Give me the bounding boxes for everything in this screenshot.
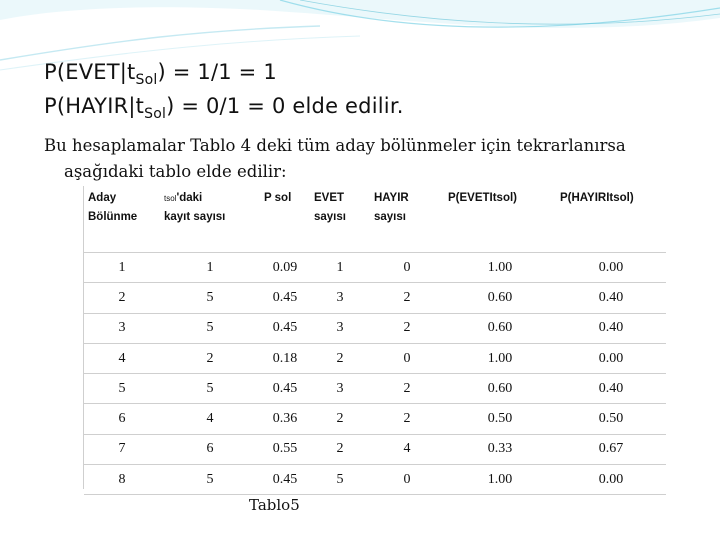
header-p-sol: P sol bbox=[264, 192, 292, 204]
table-cell: 2 bbox=[310, 343, 370, 373]
table-cell: 0.40 bbox=[556, 283, 666, 313]
table-cell: 2 bbox=[160, 343, 260, 373]
table-cell: 0.33 bbox=[444, 434, 556, 464]
line2-suffix: ) = 0/1 = 0 elde edilir. bbox=[166, 94, 404, 118]
table-cell: 2 bbox=[310, 434, 370, 464]
table-cell: 1 bbox=[160, 253, 260, 283]
table-cell: 5 bbox=[84, 374, 160, 404]
header-p-evet: P(EVETItsol) bbox=[448, 192, 518, 204]
table-cell: 0.00 bbox=[556, 465, 666, 495]
table-cell: 4 bbox=[160, 404, 260, 434]
table-cell: 0.50 bbox=[444, 404, 556, 434]
table-cell: 5 bbox=[160, 313, 260, 343]
table-cell: 0 bbox=[370, 253, 444, 283]
table-row bbox=[84, 404, 666, 434]
table-cell: 0.60 bbox=[444, 374, 556, 404]
line2-prefix: P(HAYIR|t bbox=[44, 94, 145, 118]
table-cell: 3 bbox=[310, 313, 370, 343]
table-row bbox=[84, 465, 666, 495]
table-cell: 0.45 bbox=[260, 313, 310, 343]
table-cell: 0.18 bbox=[260, 343, 310, 373]
table-cell: 2 bbox=[370, 374, 444, 404]
table-cell: 0.60 bbox=[444, 283, 556, 313]
table-row bbox=[84, 313, 666, 343]
table-cell: 1.00 bbox=[444, 343, 556, 373]
table-row bbox=[84, 343, 666, 373]
table-cell: 0 bbox=[370, 465, 444, 495]
header-aday-bolunme: Aday Bölünme bbox=[88, 192, 138, 223]
table-cell: 8 bbox=[84, 465, 160, 495]
table-cell: 0.50 bbox=[556, 404, 666, 434]
table-cell: 2 bbox=[370, 404, 444, 434]
table-cell: 0.67 bbox=[556, 434, 666, 464]
table-cell: 1 bbox=[310, 253, 370, 283]
line2-subscript: Sol bbox=[144, 106, 167, 122]
table-cell: 3 bbox=[84, 313, 160, 343]
results-table bbox=[84, 186, 666, 495]
table-cell: 0.60 bbox=[444, 313, 556, 343]
probability-hayir-line bbox=[44, 94, 404, 122]
line1-subscript: Sol bbox=[135, 72, 158, 88]
probability-evet-line bbox=[44, 60, 277, 88]
table-header-row bbox=[84, 186, 666, 253]
table-cell: 5 bbox=[160, 283, 260, 313]
table-cell: 0.45 bbox=[260, 283, 310, 313]
table-cell: 6 bbox=[160, 434, 260, 464]
line1-suffix: ) = 1/1 = 1 bbox=[157, 60, 277, 84]
table-cell: 0.00 bbox=[556, 343, 666, 373]
line1-prefix: P(EVET|t bbox=[44, 60, 136, 84]
table-row bbox=[84, 283, 666, 313]
results-table-container bbox=[83, 186, 666, 489]
table-cell: 0.45 bbox=[260, 374, 310, 404]
table-cell: 2 bbox=[370, 283, 444, 313]
table-row bbox=[84, 434, 666, 464]
header-evet-sayisi: EVET sayısı bbox=[314, 192, 346, 223]
header-hayir-sayisi: HAYIR sayısı bbox=[374, 192, 409, 223]
table-cell: 3 bbox=[310, 374, 370, 404]
table-body bbox=[84, 253, 666, 495]
table-cell: 3 bbox=[310, 283, 370, 313]
table-row bbox=[84, 374, 666, 404]
table-row bbox=[84, 253, 666, 283]
paragraph-line-1: Bu hesaplamalar Tablo 4 deki tüm aday bölünmeler için tekrarlanırsa bbox=[44, 136, 626, 155]
table-cell: 1 bbox=[84, 253, 160, 283]
table-cell: 4 bbox=[84, 343, 160, 373]
table-cell: 5 bbox=[160, 374, 260, 404]
table-cell: 2 bbox=[370, 313, 444, 343]
paragraph-line-2: aşağıdaki tablo elde edilir: bbox=[64, 162, 287, 181]
table-cell: 0.55 bbox=[260, 434, 310, 464]
table-cell: 1.00 bbox=[444, 253, 556, 283]
explanation-paragraph bbox=[44, 133, 684, 185]
table-cell: 0.40 bbox=[556, 374, 666, 404]
header-p-hayir: P(HAYIRItsol) bbox=[560, 192, 634, 204]
table-caption: Tablo5 bbox=[249, 496, 300, 514]
table-cell: 0.40 bbox=[556, 313, 666, 343]
table-cell: 2 bbox=[84, 283, 160, 313]
table-cell: 0 bbox=[370, 343, 444, 373]
table-cell: 0.00 bbox=[556, 253, 666, 283]
table-cell: 2 bbox=[310, 404, 370, 434]
table-cell: 7 bbox=[84, 434, 160, 464]
table-cell: 1.00 bbox=[444, 465, 556, 495]
table-cell: 6 bbox=[84, 404, 160, 434]
table-cell: 5 bbox=[310, 465, 370, 495]
header-kayit-sayisi: tsol'daki kayıt sayısı bbox=[164, 192, 226, 223]
table-cell: 4 bbox=[370, 434, 444, 464]
table-cell: 0.36 bbox=[260, 404, 310, 434]
table-cell: 0.45 bbox=[260, 465, 310, 495]
table-cell: 0.09 bbox=[260, 253, 310, 283]
table-cell: 5 bbox=[160, 465, 260, 495]
